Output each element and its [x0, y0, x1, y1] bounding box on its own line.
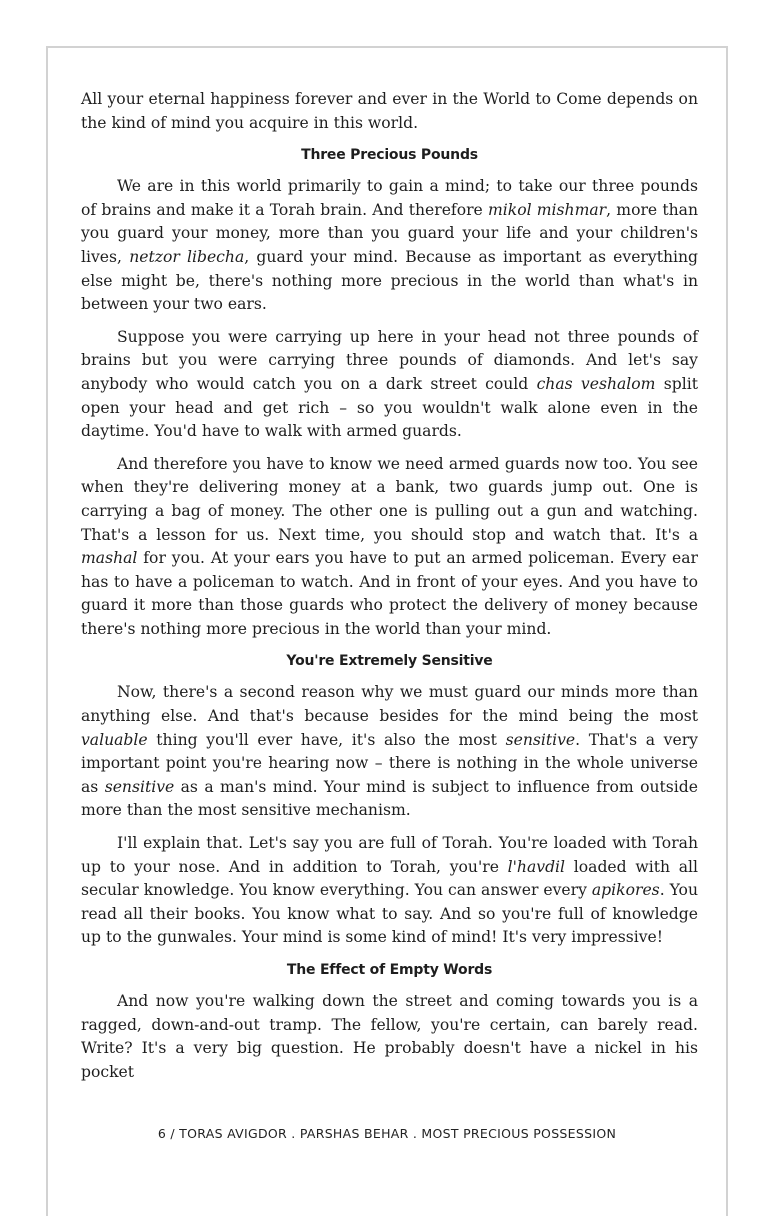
italic-term: sensitive: [104, 777, 175, 796]
paragraph: And now you're walking down the street and coming towards you is a ragged, down-and-out tramp. The fellow, you're certain, can barely read. Write? It's a very big question. He probably doesn't have a nickel in his pocket: [81, 992, 698, 1081]
italic-term: apikores: [591, 881, 660, 900]
page: [46, 46, 728, 1216]
italic-term: chas veshalom: [536, 374, 656, 393]
section-heading-three-precious-pounds: Three Precious Pounds: [301, 147, 478, 164]
paragraph: Suppose you were carrying up here in your head not three pounds of brains but you were carrying three pounds of diamonds. And let's say anybody who would catch you on a dark street could chas veshalom split open your head and get rich – so you wouldn't walk alone even in the daytime. You'd have to walk with armed guards.: [81, 327, 699, 441]
italic-term: mashal: [81, 549, 138, 568]
intro-paragraph: All your eternal happiness forever and ever in the World to Come depends on the kind of mind you acquire in this world.: [81, 90, 698, 132]
italic-term: sensitive: [505, 730, 576, 749]
paragraph: We are in this world primarily to gain a mind; to take our three pounds of brains and make it a Torah brain. And therefore mikol mishmar, more than you guard your money, more than you guard your life and your children's lives, netzor libecha, guard your mind. Because as important as everything else might be, there's nothing more precious in the world than what's in between your two ears.: [81, 177, 699, 314]
italic-term: l'havdil: [507, 857, 566, 876]
italic-term: mikol mishmar: [487, 200, 607, 219]
section-heading-empty-words: The Effect of Empty Words: [286, 962, 493, 978]
italic-term: valuable: [81, 730, 148, 749]
paragraph: I'll explain that. Let's say you are full of Torah. You're loaded with Torah up to your nose. And in addition to Torah, you're l'havdil loaded with all secular knowledge. You know everything. You can answer every apikores. You read all their books. You know what to say. And so you're full of knowledge up to the gunwales. Your mind is some kind of mind! It's very impressive!: [81, 834, 698, 947]
body-text: [81, 88, 698, 1093]
section-heading-extremely-sensitive: You're Extremely Sensitive: [286, 653, 493, 670]
paragraph: Now, there's a second reason why we must guard our minds more than anything else. And that's because besides for the mind being the most valuable thing you'll ever have, it's also the most sensitive. That's a very important point you're hearing now – there is nothing in the whole universe as sensitive as a man's mind. Your mind is subject to influence from outside more than the most sensitive mechanism.: [81, 683, 698, 820]
page-footer: 6 / TORAS AVIGDOR . PARSHAS BEHAR . MOST PRECIOUS POSSESSION: [157, 1126, 617, 1141]
paragraph: And therefore you have to know we need armed guards now too. You see when they're delivering money at a bank, two guards jump out. One is carrying a bag of money. The other one is pulling out a gun and watching. That's a lesson for us. Next time, you should stop and watch that. It's a mashal for you. At your ears you have to put an armed policeman. Every ear has to have a policeman to watch. And in front of your eyes. And you have to guard it more than those guards who protect the delivery of money because there's nothing more precious in the world than your mind.: [81, 454, 698, 638]
italic-term: netzor libecha: [129, 247, 245, 266]
